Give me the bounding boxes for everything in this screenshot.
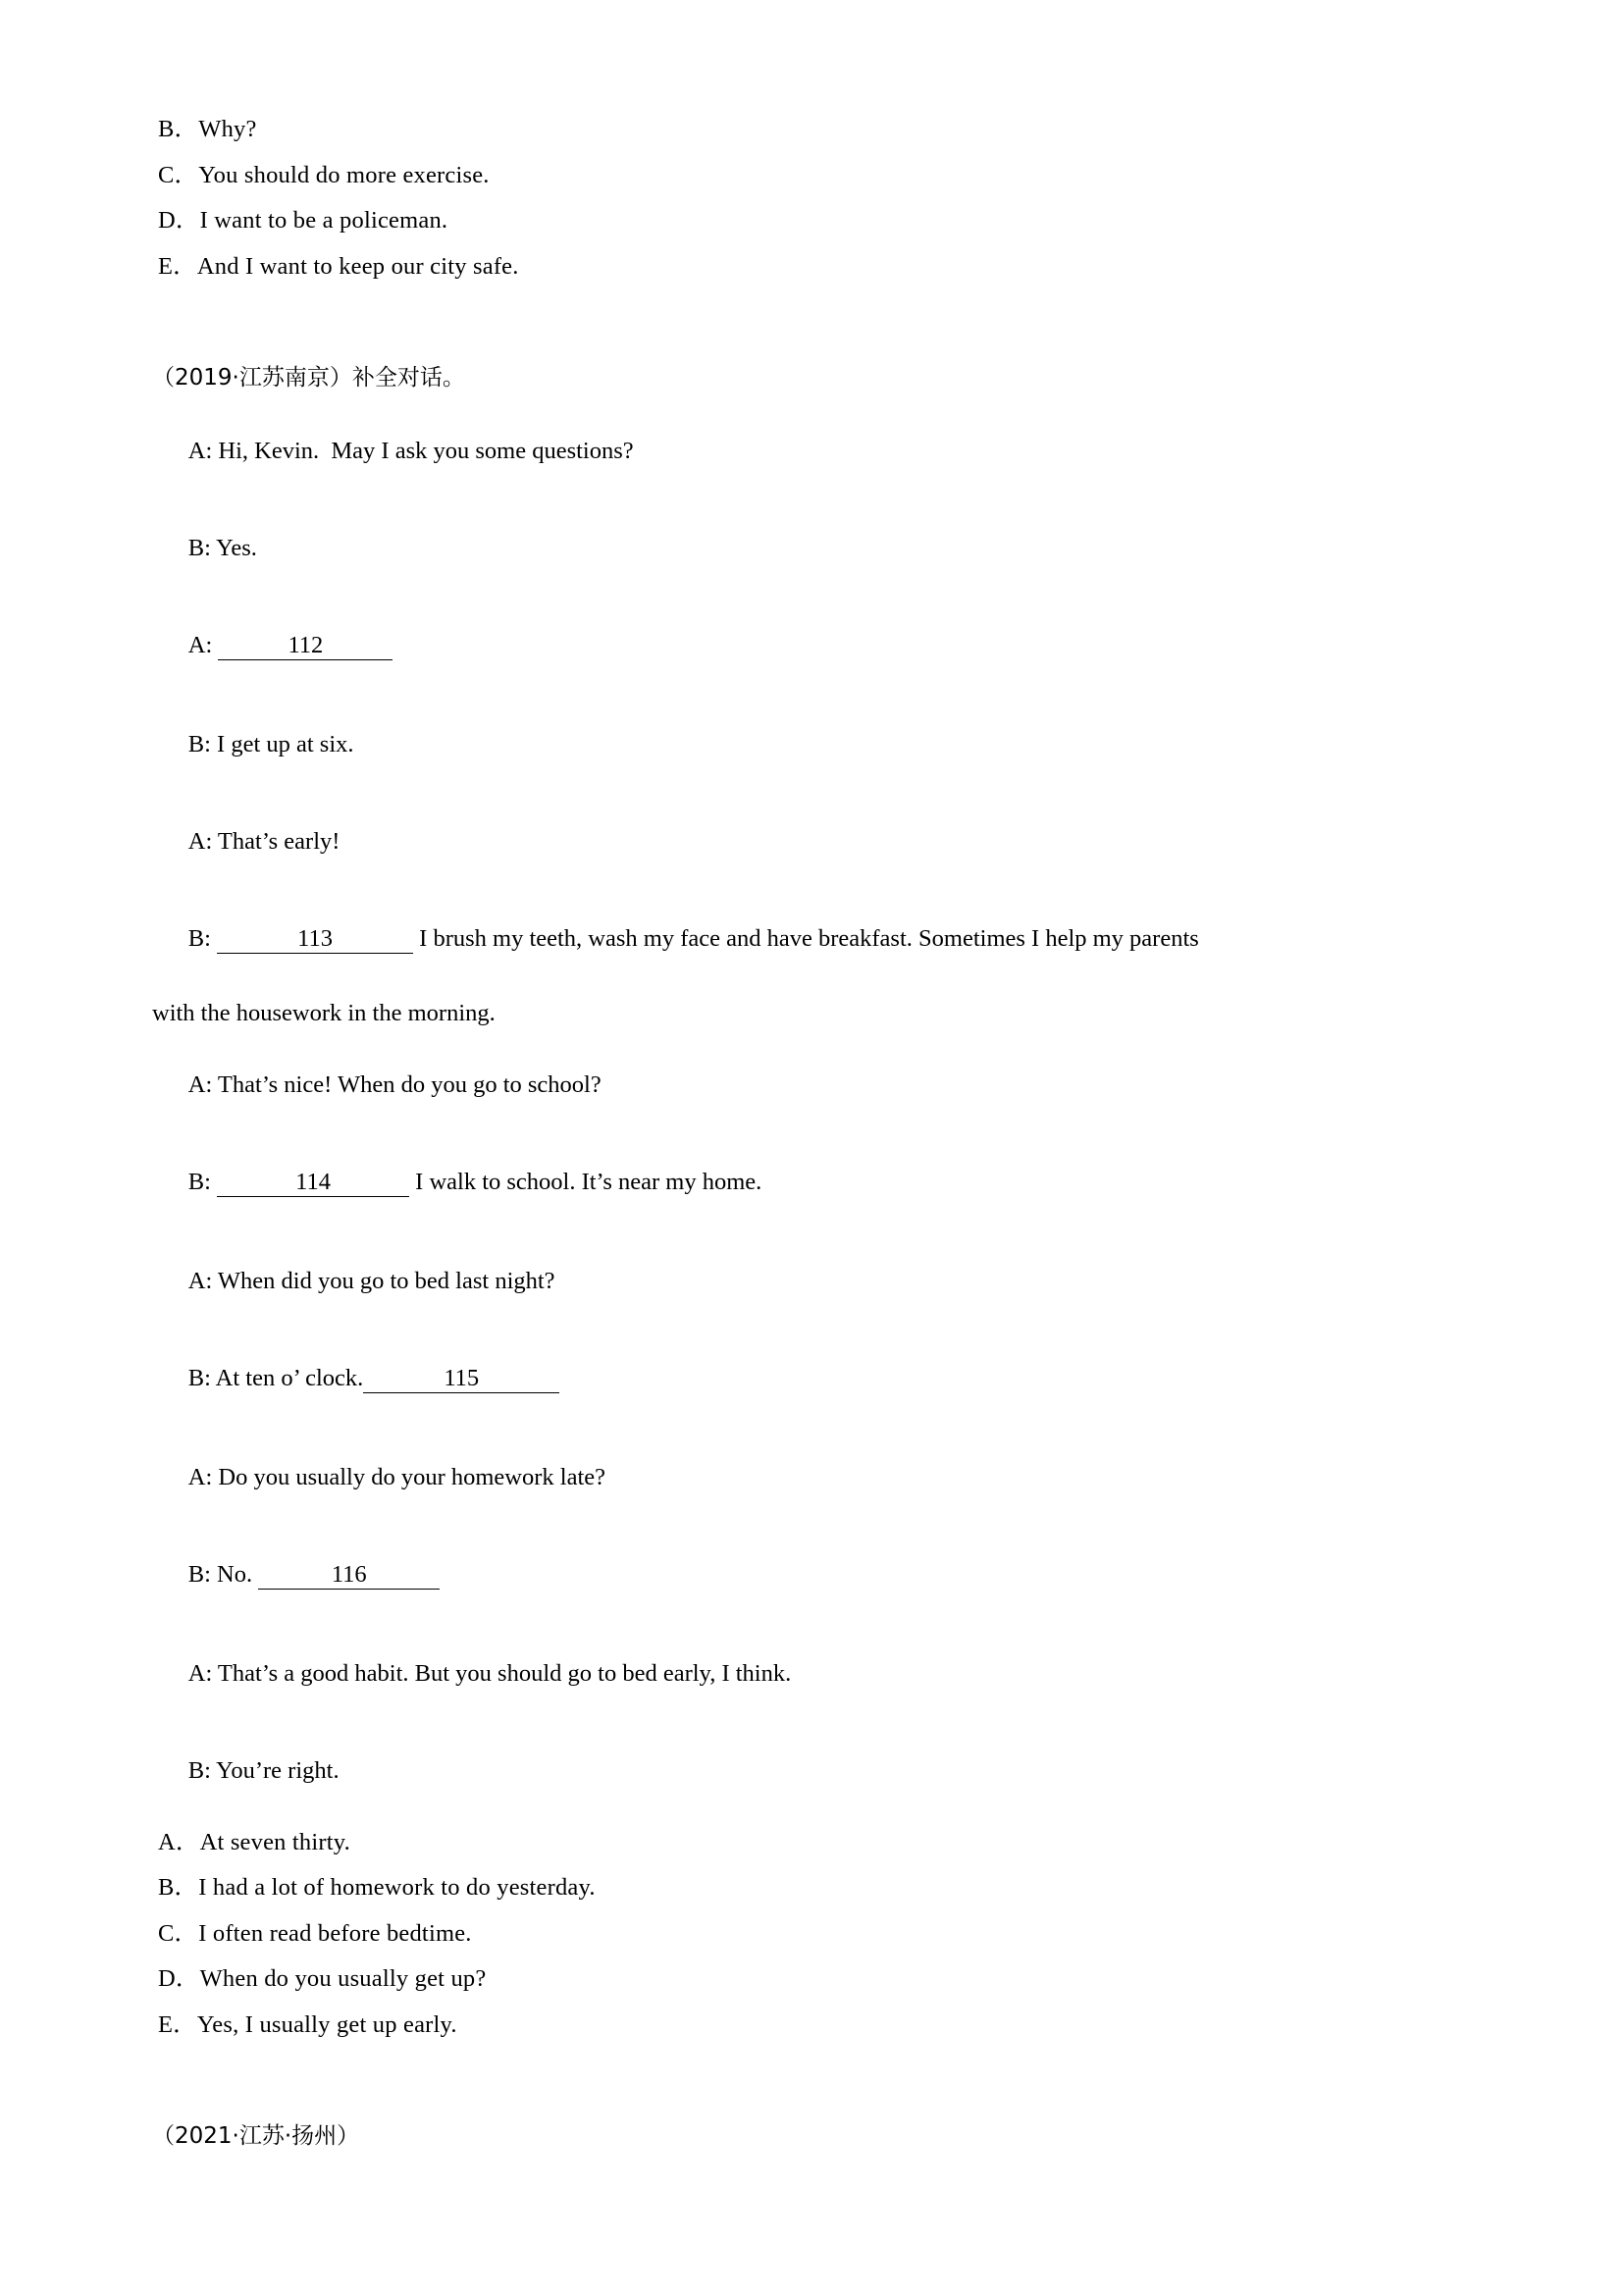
option-item: B．Why? xyxy=(158,116,257,142)
speaker-label: A: xyxy=(187,1070,213,1098)
dialog-text: That’s nice! When do you go to school? xyxy=(212,1070,602,1098)
speaker-label: A: xyxy=(187,828,213,856)
option-item: C．You should do more exercise. xyxy=(158,161,490,188)
exercise-options-block xyxy=(152,1828,1476,2038)
footer-source-text: （2021·江苏·扬州） xyxy=(152,2123,360,2150)
speaker-label: A: xyxy=(187,1660,213,1688)
option-item: A．At seven thirty. xyxy=(158,1828,350,1855)
dialog-text: That’s early! xyxy=(212,828,340,856)
answer-blank-114[interactable]: 114 xyxy=(217,1171,409,1197)
dialog-line xyxy=(152,1340,1476,1418)
speaker-label: B: xyxy=(187,1561,211,1589)
option-item: E．Yes, I usually get up early. xyxy=(158,2010,457,2038)
option-item: B．I had a lot of homework to do yesterday. xyxy=(158,1874,596,1902)
dialog-text: with the housework in the morning. xyxy=(152,999,496,1026)
dialog-line xyxy=(152,1144,1476,1222)
dialog-line xyxy=(152,1637,1476,1712)
dialog-text-after: I brush my teeth, wash my face and have breakfast. Sometimes I help my parents xyxy=(413,925,1199,953)
answer-blank-115[interactable]: 115 xyxy=(363,1367,559,1393)
answer-blank-113[interactable]: 113 xyxy=(217,927,413,954)
option-item: D．When do you usually get up? xyxy=(158,1965,487,1993)
dialog-line xyxy=(152,1538,1476,1615)
speaker-label: B: xyxy=(187,1365,211,1392)
dialog-line xyxy=(152,804,1476,879)
speaker-label: B: xyxy=(187,1757,211,1785)
answer-blank-116[interactable]: 116 xyxy=(258,1563,440,1590)
spacer xyxy=(152,2059,1476,2117)
dialog-block xyxy=(152,413,1476,1809)
dialog-text-after: I walk to school. It’s near my home. xyxy=(409,1169,762,1196)
option-item: C．I often read before bedtime. xyxy=(158,1919,472,1947)
dialog-line xyxy=(152,607,1476,685)
dialog-text: You’re right. xyxy=(210,1757,340,1785)
speaker-label: A: xyxy=(187,1268,213,1295)
dialog-text: That’s a good habit. But you should go to bed early, I think. xyxy=(212,1660,792,1688)
dialog-line xyxy=(152,413,1476,489)
speaker-label: B: xyxy=(187,925,211,953)
dialog-line xyxy=(152,1047,1476,1122)
dialog-line xyxy=(152,1734,1476,1809)
option-item: E．And I want to keep our city safe. xyxy=(158,252,519,280)
option-item: D．I want to be a policeman. xyxy=(158,207,448,234)
dialog-line xyxy=(152,1439,1476,1515)
dialog-text: When did you go to bed last night? xyxy=(212,1268,555,1295)
dialog-text: I get up at six. xyxy=(210,730,354,757)
answer-blank-112[interactable]: 112 xyxy=(218,634,393,660)
dialog-line xyxy=(152,902,1476,979)
dialog-line xyxy=(152,1243,1476,1319)
speaker-label: A: xyxy=(187,437,213,464)
dialog-text: No. xyxy=(210,1561,259,1589)
footer-source xyxy=(152,2117,1476,2150)
exercise-heading-text: （2019·江苏南京）补全对话。 xyxy=(152,365,465,391)
speaker-label: B: xyxy=(187,534,211,561)
dialog-text: Yes. xyxy=(210,534,257,561)
speaker-label: B: xyxy=(187,730,211,757)
dialog-text: At ten o’ clock. xyxy=(210,1365,364,1392)
speaker-label: A: xyxy=(187,632,213,659)
top-options-block xyxy=(152,118,1476,279)
dialog-line xyxy=(152,706,1476,782)
dialog-text: Hi, Kevin. May I ask you some questions? xyxy=(212,437,634,464)
speaker-label: B: xyxy=(187,1169,211,1196)
spacer xyxy=(152,300,1476,359)
exercise-heading xyxy=(152,359,1476,391)
speaker-label: A: xyxy=(187,1464,213,1491)
dialog-line-continuation xyxy=(152,1001,1476,1026)
dialog-line xyxy=(152,510,1476,586)
dialog-text: Do you usually do your homework late? xyxy=(212,1464,606,1491)
